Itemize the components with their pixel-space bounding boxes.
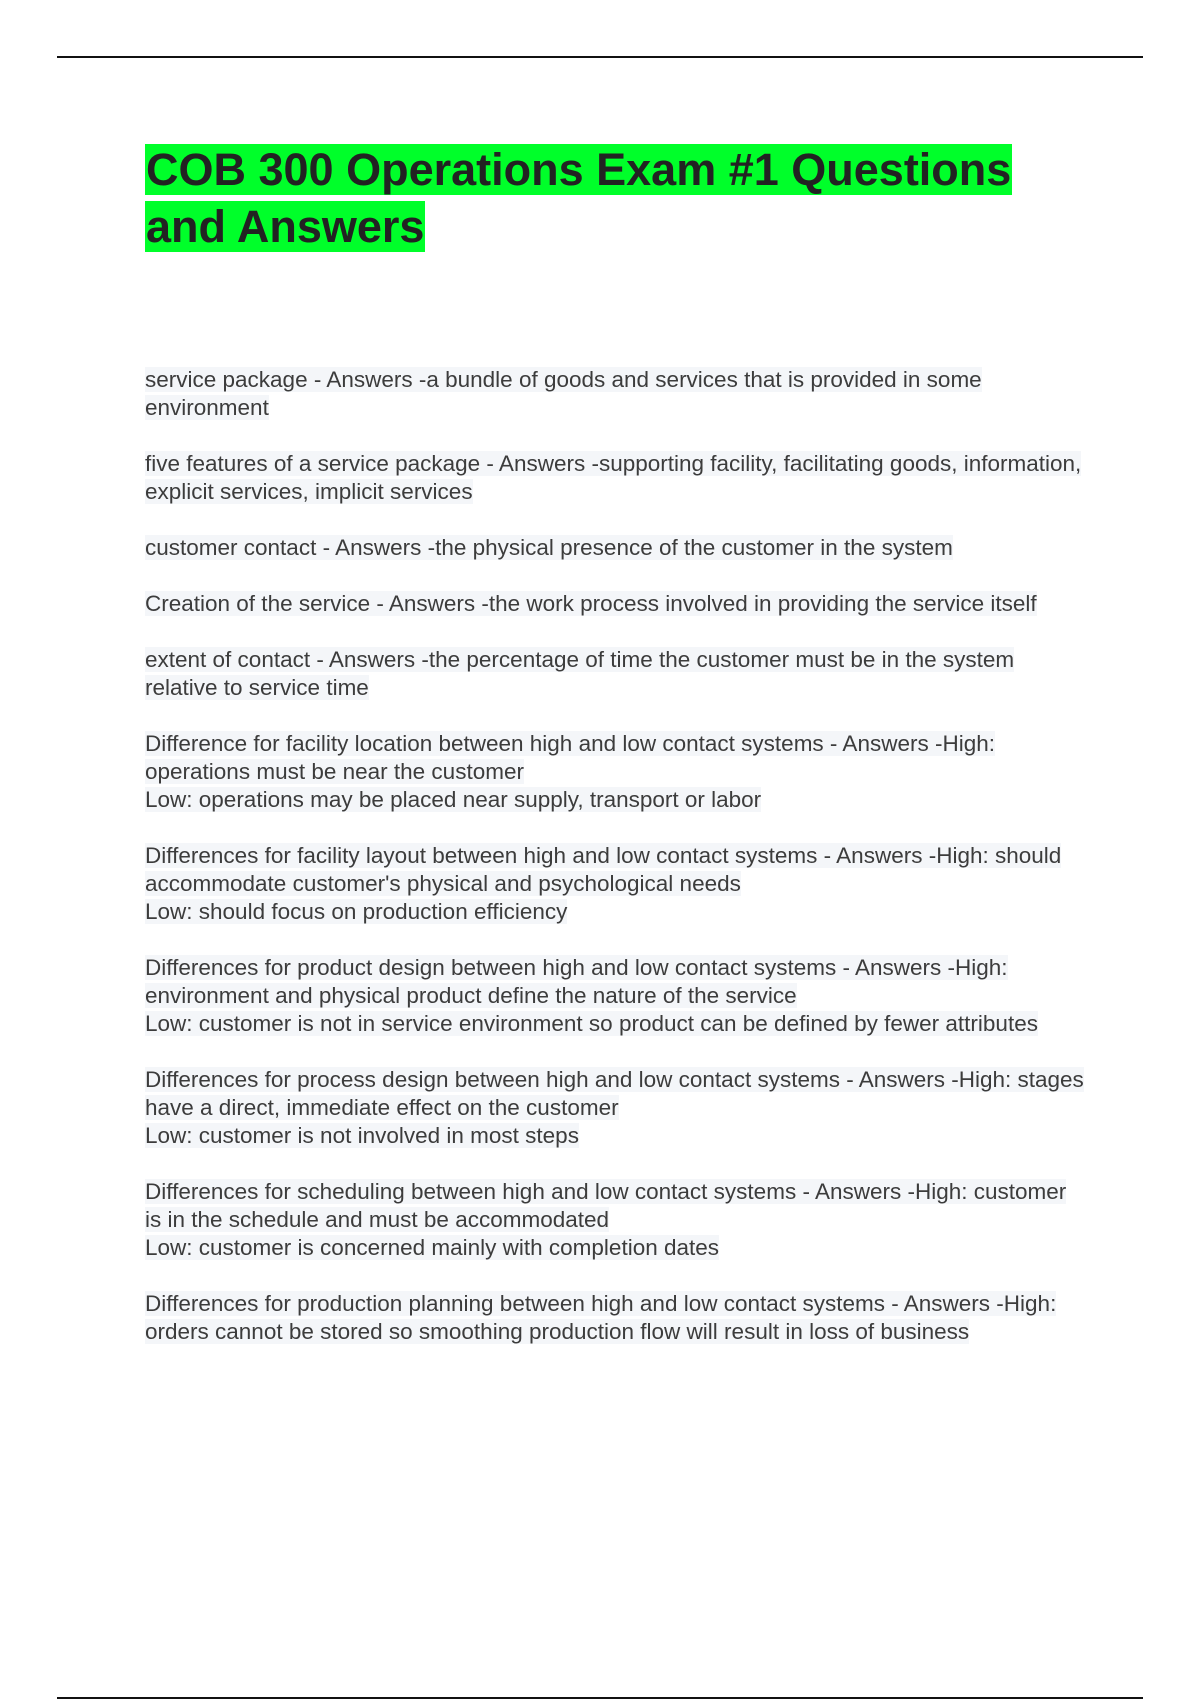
title-highlight: COB 300 Operations Exam #1 Questions and Answers	[146, 144, 1012, 252]
qa-text: Differences for facility layout between high and low contact systems - Answers -High: should accommodate customer's physical and psychological needs Low: should focus on production efficiency	[145, 843, 1062, 924]
top-rule	[57, 56, 1143, 58]
qa-text: Creation of the service - Answers -the work process involved in providing the service itself	[145, 591, 1037, 616]
qa-text: Differences for process design between high and low contact systems - Answers -High: stages have a direct, immediate effect on the customer Low: customer is not involved in most steps	[145, 1067, 1084, 1148]
qa-text: customer contact - Answers -the physical presence of the customer in the system	[145, 535, 953, 560]
qa-item	[145, 842, 1085, 926]
qa-text: Differences for scheduling between high and low contact systems - Answers -High: customer is in the schedule and must be accommodated Low: customer is concerned mainly with completion dates	[145, 1179, 1067, 1260]
qa-item	[145, 366, 1085, 422]
qa-item	[145, 534, 1085, 562]
qa-text: extent of contact - Answers -the percentage of time the customer must be in the system relative to service time	[145, 647, 1015, 700]
qa-text: Difference for facility location between high and low contact systems - Answers -High: operations must be near the customer Low: operations may be placed near supply, transport or labor	[145, 731, 995, 812]
qa-text: service package - Answers -a bundle of goods and services that is provided in some environment	[145, 367, 982, 420]
qa-item	[145, 1178, 1085, 1262]
qa-item	[145, 954, 1085, 1038]
qa-item	[145, 730, 1085, 814]
qa-item	[145, 450, 1085, 506]
document-title	[145, 141, 1085, 255]
qa-item	[145, 1066, 1085, 1150]
qa-item	[145, 590, 1085, 618]
qa-text: Differences for production planning between high and low contact systems - Answers -High: orders cannot be stored so smoothing production flow will result in loss of business	[145, 1291, 1057, 1344]
bottom-rule	[57, 1697, 1143, 1699]
qa-list	[145, 366, 1085, 1374]
qa-text: five features of a service package - Answers -supporting facility, facilitating goods, information, explicit services, implicit services	[145, 451, 1082, 504]
qa-item	[145, 646, 1085, 702]
qa-text: Differences for product design between high and low contact systems - Answers -High: environment and physical product define the nature of the service Low: customer is not in service environment so product can be defined by fewer attributes	[145, 955, 1038, 1036]
qa-item	[145, 1290, 1085, 1346]
